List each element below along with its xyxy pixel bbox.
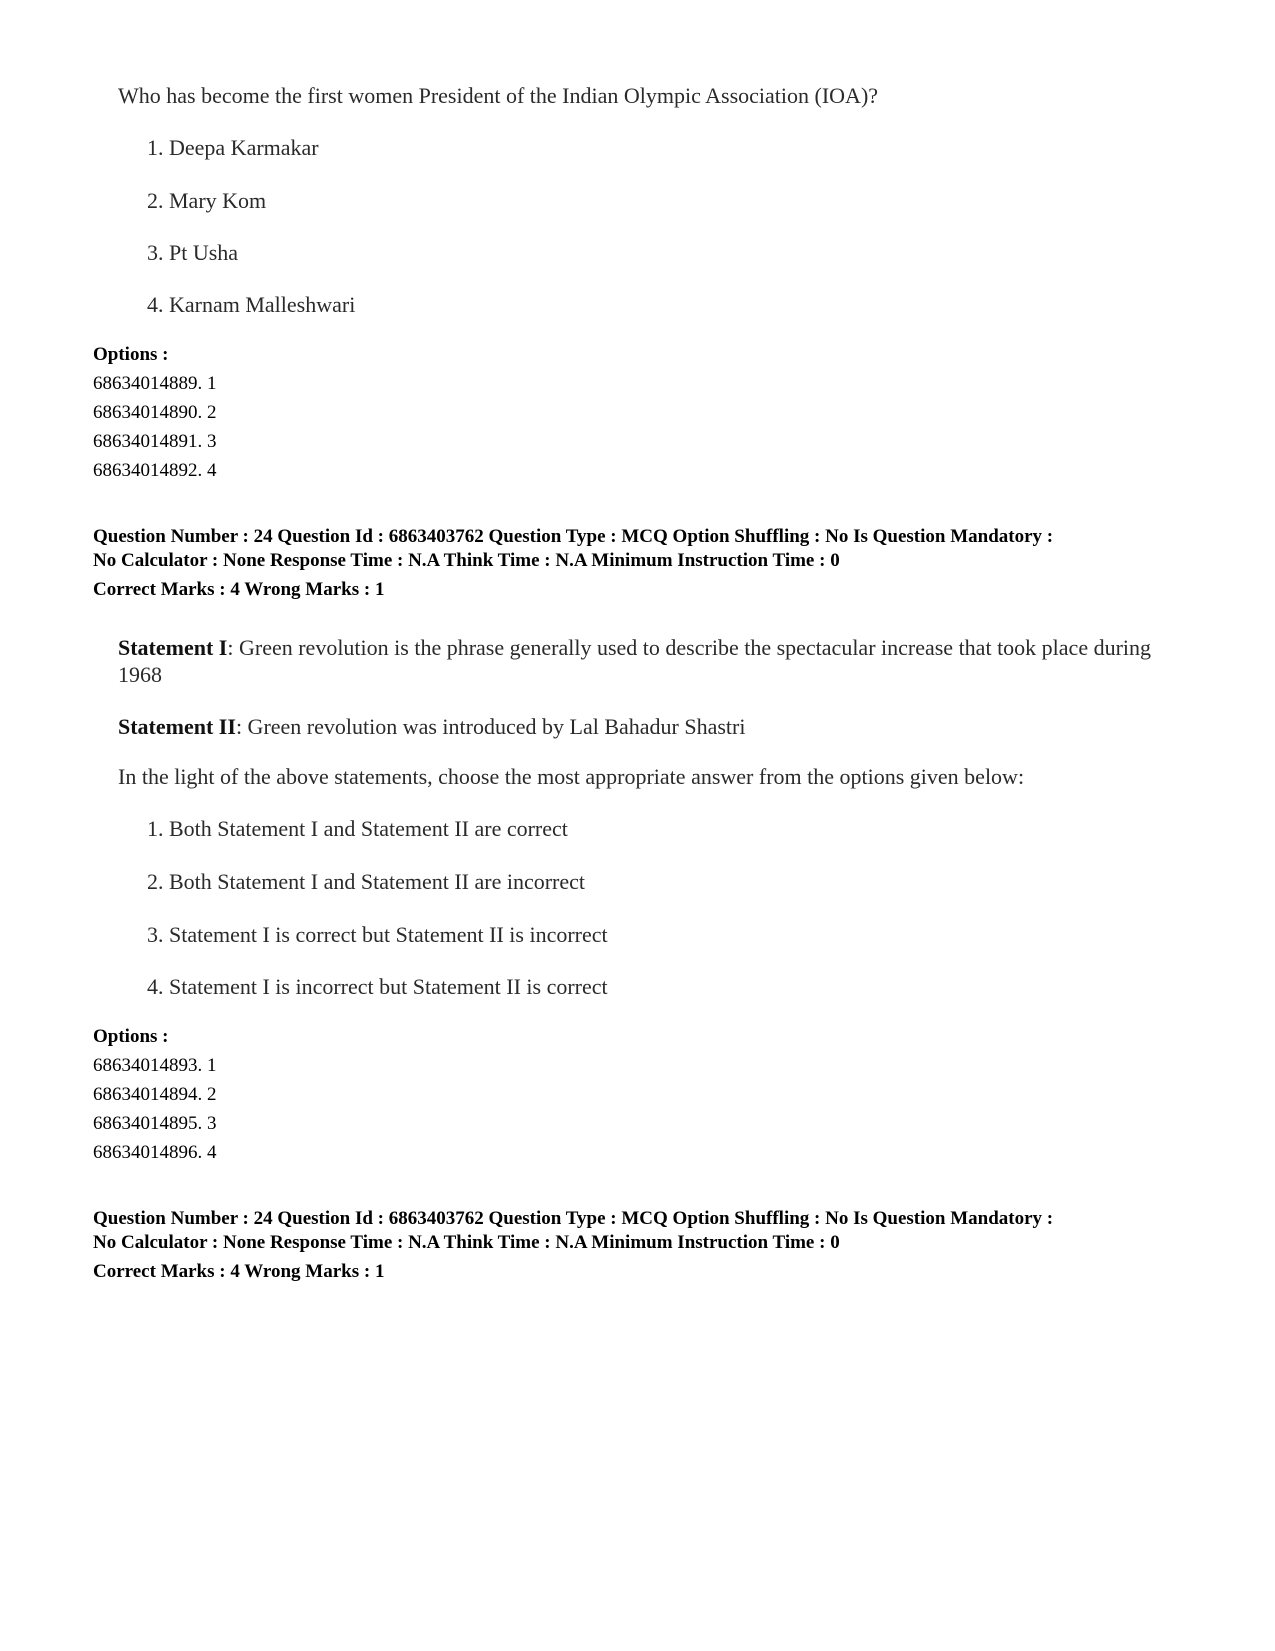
question-meta-line: No Calculator : None Response Time : N.A Think Time : N.A Minimum Instruction Time : 0 [93, 550, 840, 571]
statement-1-label: Statement I [118, 635, 228, 660]
option-id-3: 68634014895. 3 [93, 1113, 217, 1134]
options-label: Options : [93, 344, 169, 365]
instruction-text: In the light of the above statements, choose the most appropriate answer from the options given below: [118, 764, 1025, 789]
option-id-1: 68634014893. 1 [93, 1055, 217, 1076]
statement-2-text: : Green revolution was introduced by Lal Bahadur Shastri [235, 714, 746, 739]
choice-4: 4. Statement I is incorrect but Statement II is correct [147, 974, 608, 999]
question-text: Who has become the first women President of the Indian Olympic Association (IOA)? [118, 83, 879, 108]
option-id-4: 68634014892. 4 [93, 460, 217, 481]
marks-line: Correct Marks : 4 Wrong Marks : 1 [93, 1261, 385, 1282]
question-meta-line: No Calculator : None Response Time : N.A Think Time : N.A Minimum Instruction Time : 0 [93, 1232, 840, 1253]
options-label: Options : [93, 1026, 169, 1047]
choice-3: 3. Pt Usha [147, 240, 239, 265]
statement-1-text: : Green revolution is the phrase generally used to describe the spectacular increase that took place during 1968 [118, 635, 1152, 687]
statement-1 [118, 634, 1168, 688]
statement-2-label: Statement II [118, 714, 236, 739]
choice-1: 1. Deepa Karmakar [147, 135, 319, 160]
choice-2: 2. Mary Kom [147, 188, 267, 213]
choice-4: 4. Karnam Malleshwari [147, 292, 356, 317]
option-id-4: 68634014896. 4 [93, 1142, 217, 1163]
choice-1: 1. Both Statement I and Statement II are correct [147, 816, 568, 841]
marks-line: Correct Marks : 4 Wrong Marks : 1 [93, 579, 385, 600]
question-meta-line: Question Number : 24 Question Id : 6863403762 Question Type : MCQ Option Shuffling : No Is Question Mandatory : [93, 526, 1054, 547]
option-id-2: 68634014890. 2 [93, 402, 217, 423]
option-id-3: 68634014891. 3 [93, 431, 217, 452]
option-id-1: 68634014889. 1 [93, 373, 217, 394]
statement-2 [118, 713, 1168, 740]
choice-3: 3. Statement I is correct but Statement II is incorrect [147, 922, 608, 947]
option-id-2: 68634014894. 2 [93, 1084, 217, 1105]
choice-2: 2. Both Statement I and Statement II are incorrect [147, 869, 586, 894]
question-meta-line: Question Number : 24 Question Id : 6863403762 Question Type : MCQ Option Shuffling : No Is Question Mandatory : [93, 1208, 1054, 1229]
